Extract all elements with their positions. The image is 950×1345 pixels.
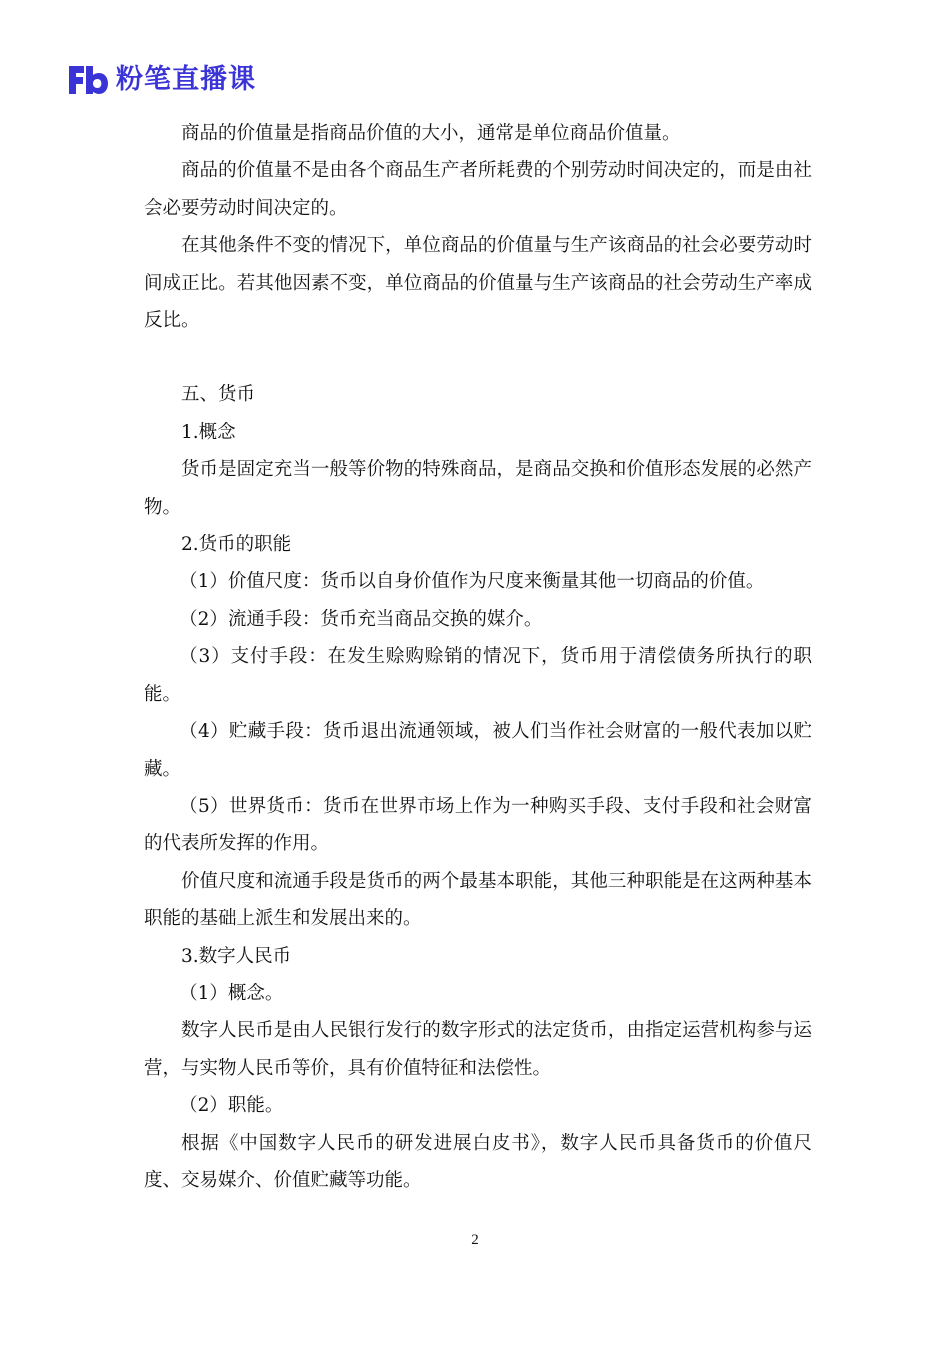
page-number: 2 xyxy=(471,1232,479,1248)
function-item: （5）世界货币：货币在世界市场上作为一种购买手段、支付手段和社会财富的代表所发挥的作用。 xyxy=(144,795,812,855)
function-item: （4）贮藏手段：货币退出流通领域，被人们当作社会财富的一般代表加以贮藏。 xyxy=(144,721,812,780)
function-item: （3）支付手段：在发生赊购赊销的情况下，货币用于清偿债务所执行的职能。 xyxy=(144,646,812,705)
list-item: （2）职能。 xyxy=(179,1095,284,1117)
document-body xyxy=(144,115,812,1199)
logo-text: 粉笔直播课 xyxy=(116,64,256,95)
fb-logo-icon xyxy=(66,62,110,98)
list-item: （1）概念。 xyxy=(179,982,284,1004)
paragraph: 数字人民币是由人民银行发行的数字形式的法定货币，由指定运营机构参与运营，与实物人民币等价，具有价值特征和法偿性。 xyxy=(144,1020,812,1079)
paragraph: 商品的价值量是指商品价值的大小，通常是单位商品价值量。 xyxy=(181,123,681,144)
paragraph: 商品的价值量不是由各个商品生产者所耗费的个别劳动时间决定的，而是由社会必要劳动时间决定的。 xyxy=(144,160,812,219)
paragraph: 根据《中国数字人民币的研发进展白皮书》，数字人民币具备货币的价值尺度、交易媒介、价值贮藏等功能。 xyxy=(144,1132,812,1191)
subheading-functions: 2.货币的职能 xyxy=(181,534,292,556)
paragraph: 价值尺度和流通手段是货币的两个最基本职能，其他三种职能是在这两种基本职能的基础上派生和发展出来的。 xyxy=(144,870,812,930)
brand-logo xyxy=(66,60,256,100)
subheading-digital-rmb: 3.数字人民币 xyxy=(181,945,292,967)
function-item: （1）价值尺度：货币以自身价值作为尺度来衡量其他一切商品的价值。 xyxy=(179,571,765,593)
function-item: （2）流通手段：货币充当商品交换的媒介。 xyxy=(179,608,543,630)
paragraph: 在其他条件不变的情况下，单位商品的价值量与生产该商品的社会必要劳动时间成正比。若其他因素不变，单位商品的价值量与生产该商品的社会劳动生产率成反比。 xyxy=(144,235,812,332)
subheading-concept: 1.概念 xyxy=(181,421,236,443)
spacer xyxy=(144,339,812,376)
paragraph: 货币是固定充当一般等价物的特殊商品，是商品交换和价值形态发展的必然产物。 xyxy=(144,459,812,518)
section-heading: 五、货币 xyxy=(181,384,256,406)
